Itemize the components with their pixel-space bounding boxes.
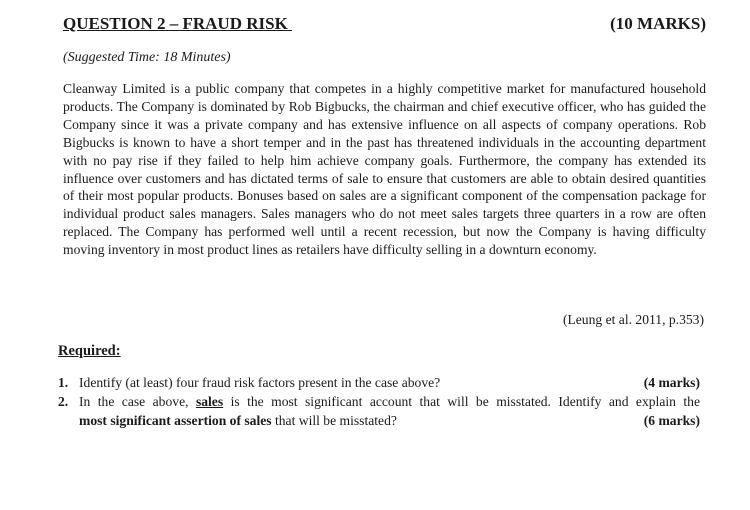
item-text-line-1 (79, 392, 700, 411)
item-text-part: is the most significant account that will be misstated. Identify and explain the (223, 394, 700, 409)
citation: (Leung et al. 2011, p.353) (562, 312, 704, 327)
item-marks: (4 marks) (643, 375, 700, 390)
required-heading: Required: (58, 343, 121, 359)
item-text: Identify (at least) four fraud risk factors present in the case above? (79, 375, 441, 390)
required-item-2 (58, 392, 700, 430)
item-number: 1. (58, 375, 69, 390)
question-title: QUESTION 2 – FRAUD RISK (63, 14, 293, 33)
item-text-part: In the case above, (79, 394, 196, 409)
question-header (63, 14, 706, 38)
suggested-time: (Suggested Time: 18 Minutes) (63, 50, 231, 65)
item-emphasis-sales: sales (195, 394, 224, 409)
question-total-marks: (10 MARKS) (610, 14, 706, 33)
required-list (58, 373, 700, 430)
case-study-paragraph: Cleanway Limited is a public company that competes in a highly competitive market for manufactured household products. The Company is dominated by Rob Bigbucks, the chairman and chief executive officer, who has guided the Company since it was a private company and has extensive influence on all aspects of company operations. Rob Bigbucks is known to have a short temper and in the past has threatened individuals in the accounting department with no pay rise if they failed to help him achieve company goals. Furthermore, the company has extended its influence over customers and has dictated terms of sale to ensure that customers are able to obtain desired quantities of their most popular products. Bonuses based on sales are a significant component of the compensation package for individual product sales managers. Sales managers who do not meet sales targets three quarters in a row are often replaced. The Company has performed well until a recent recession, but now the Company is having difficulty moving inventory in most product lines as retailers have difficulty selling in a downturn economy. (63, 81, 706, 258)
item-number: 2. (58, 394, 69, 409)
item-text-part: that will be misstated? (271, 413, 397, 428)
item-marks: (6 marks) (643, 413, 700, 428)
item-bold-assertion: most significant assertion of sales (79, 413, 272, 428)
item-text-line-2 (79, 411, 700, 430)
required-item-1 (58, 373, 700, 392)
